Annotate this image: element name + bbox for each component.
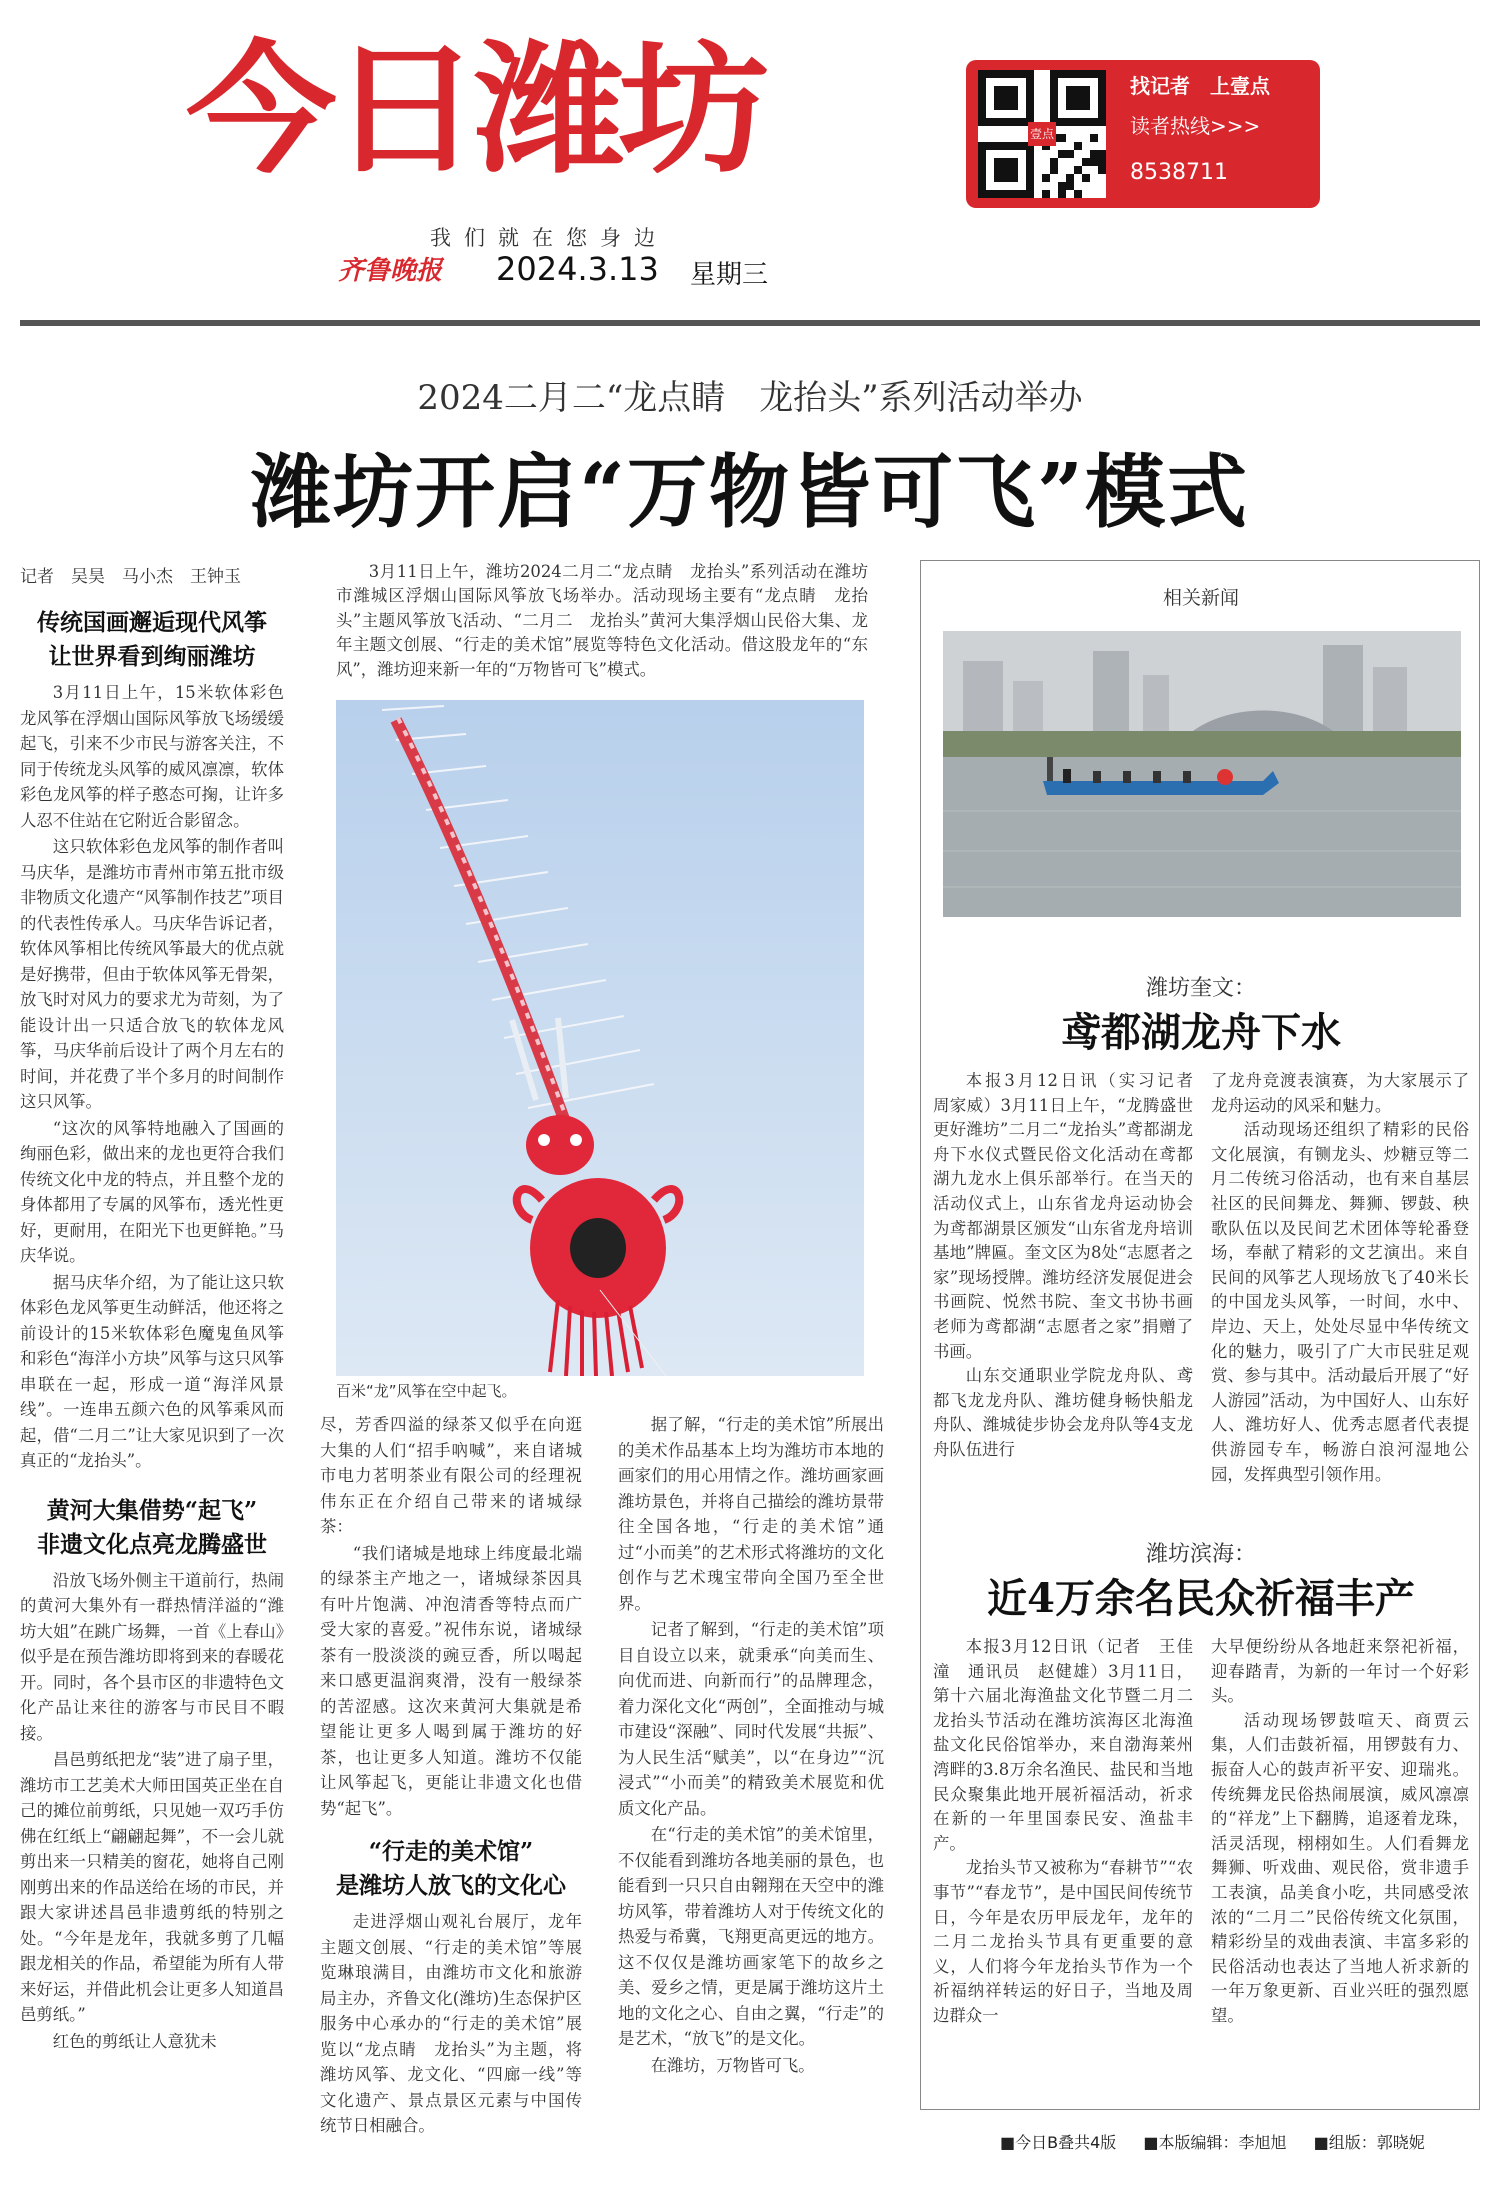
lead-paragraph (336, 560, 868, 682)
paragraph: 沿放飞场外侧主干道前行，热闹的黄河大集外有一群热情洋溢的“潍坊大姐”在跳广场舞，一首《上春山》似乎是在预告潍坊即将到来的春暖花开。同时，各个县市区的非遗特色文化产品让来往的游客与市民目不暇接。 (20, 1570, 284, 1743)
subhead-3-line-2: 是潍坊人放飞的文化心 (336, 1872, 566, 1899)
story2-column-2 (1211, 1635, 1469, 2029)
qr-finder-block (994, 158, 1018, 182)
subhead-1 (20, 606, 284, 674)
hotline-slogan: 找记者 上壹点 (1130, 74, 1270, 98)
story2-headline[interactable]: 近4万余名民众祈福丰产 (987, 1575, 1415, 1622)
qr-module (1090, 158, 1098, 166)
qr-code-icon[interactable] (978, 70, 1106, 198)
subhead-1-line-2: 让世界看到绚丽潍坊 (48, 643, 256, 670)
footer-editor: ■本版编辑：李旭旭 (1143, 2133, 1287, 2152)
footer-pages: ■今日B叠共4版 (1000, 2133, 1117, 2152)
parent-paper-name: 齐鲁晚报 (338, 256, 443, 286)
paragraph: 据马庆华介绍，为了能让这只软体彩色龙风筝更生动鲜活，他还将之前设计的15米软体彩色魔鬼鱼风筝和彩色“海洋小方块”风筝与这只风筝串联在一起，形成一道“海洋风景线”。一连串五颜六色的风筝乘风而起，借“二月二”让大家见识到了一次真正的“龙抬头”。 (20, 1272, 284, 1470)
qr-module (1058, 134, 1066, 142)
story2-column-1 (933, 1635, 1193, 2029)
related-news-panel (920, 560, 1480, 2110)
qr-finder-block (1066, 86, 1090, 110)
story1-kicker: 潍坊奎文： (1145, 976, 1256, 1001)
paragraph: 3月11日上午，15米软体彩色龙风筝在浮烟山国际风筝放飞场缓缓起飞，引来不少市民与游客关注，不同于传统龙头风筝的威风凛凛，软体彩色龙风筝的样子憨态可掬，让许多人忍不住站在它附近合影留念。 (20, 683, 284, 830)
hotline-label: 读者热线>>> (1130, 114, 1261, 138)
footer-layout: ■组版：郭晓妮 (1313, 2133, 1425, 2152)
main-headline[interactable]: 潍坊开启“万物皆可飞”模式 (250, 445, 1250, 539)
issue-weekday: 星期三 (690, 260, 769, 290)
masthead (0, 0, 1500, 325)
paragraph: 尽，芳香四溢的绿茶又似乎在向逛大集的人们“招手吶喊”，来自诸城市电力茗明茶业有限公司的经理祝伟东正在介绍自己带来的诸城绿茶： (320, 1415, 582, 1536)
paragraph: 红色的剪纸让人意犹未 (52, 2031, 217, 2051)
paragraph: 这只软体彩色龙风筝的制作者叫马庆华，是潍坊市青州市第五批市级非物质文化遗产“风筝制作技艺”项目的代表性传承人。马庆华告诉记者，软体风筝相比传统风筝最大的优点就是好携带，但由于软体风筝无骨架，放飞时对风力的要求尤为苛刻，为了能设计出一只适合放飞的软体龙风筝，马庆华前后设计了两个月左右的时间，并花费了半个多月的时间制作这只风筝。 (20, 837, 284, 1111)
paragraph: 记者了解到，“行走的美术馆”项目自设立以来，就秉承“向美而生、向优而进、向新而行”的品牌理念，着力深化文化“两创”，全面推动与城市建设“深融”、同时代发展“共振”、为人民生活“赋美”，以“在身边”“沉浸式”“小而美”的精致美术展览和优质文化产品。 (618, 1620, 884, 1818)
qr-module (1082, 158, 1090, 166)
qr-module (1090, 150, 1098, 158)
paragraph: 本报3月12日讯（记者 王佳潼 通讯员 赵健雄）3月11日，第十六届北海渔盐文化节暨二月二龙抬头节活动在潍坊滨海区北海渔盐文化民俗馆举办，来自渤海莱州湾畔的3.8万余名渔民、盐民和当地民众聚集此地开展祈福活动，祈求在新的一年里国泰民安、渔盐丰产。 (933, 1637, 1193, 1853)
qr-module (1098, 166, 1106, 174)
dragon-boat-photo[interactable] (943, 631, 1461, 917)
hotline-phone[interactable]: 8538711 (1130, 160, 1228, 185)
subhead-2-line-2: 非遗文化点亮龙腾盛世 (37, 1530, 267, 1558)
story1-headline[interactable]: 鸢都湖龙舟下水 (1061, 1009, 1341, 1056)
qr-center-logo: 壹点 (1028, 122, 1056, 146)
subhead-1-line-1: 传统国画邂逅现代风筝 (37, 609, 267, 636)
subhead-3 (320, 1835, 582, 1903)
dragon-boat-illustration (943, 631, 1461, 917)
qr-module (1074, 190, 1082, 198)
qr-module (1074, 166, 1082, 174)
page-footer (1000, 2130, 1447, 2153)
story2-kicker: 潍坊滨海： (1145, 1542, 1256, 1567)
lead-text: 3月11日上午，潍坊2024二月二“龙点睛 龙抬头”系列活动在潍坊市潍城区浮烟山国际风筝放飞场举办。活动现场主要有“龙点睛 龙抬头”主题风筝放飞活动、“二月二 龙抬头”黄河大集浮烟山民俗大集、龙年主题文创展、“行走的美术馆”展览等特色文化活动。借这股龙年的“东风”，潍坊迎来新一年的“万物皆可飞”模式。 (336, 562, 868, 679)
paragraph: 在“行走的美术馆”的美术馆里，不仅能看到潍坊各地美丽的景色，也能看到一只只自由翱翔在天空中的潍坊风筝，带着潍坊人对于传统文化的热爱与希冀，飞翔更高更远的地方。这不仅仅是潍坊画家笔下的故乡之美、爱乡之情，更是属于潍坊这片土地的文化之心、自由之翼，“行走”的是艺术，“放飞”的是文化。 (618, 1825, 884, 2048)
paragraph: 活动现场锣鼓喧天、商贾云集，人们击鼓祈福，用锣鼓有力、振奋人心的鼓声祈平安、迎瑞兆。传统舞龙民俗热闹展演，威风凛凛的“祥龙”上下翻腾，追逐着龙珠，活灵活现，栩栩如生。人们看舞龙舞狮、听戏曲、观民俗，赏非遗手工表演，品美食小吃，共同感受浓浓的“二月二”民俗传统文化氛围，精彩纷呈的戏曲表演、丰富多彩的民俗活动也表达了当地人祈求新的一年万象更新、百业兴旺的强烈愿望。 (1211, 1710, 1469, 2025)
paragraph: 走进浮烟山观礼台展厅，龙年主题文创展、“行走的美术馆”等展览琳琅满目，由潍坊市文化和旅游局主办，齐鲁文化(潍坊)生态保护区服务中心承办的“行走的美术馆”展览以“龙点睛 龙抬头”为主题，将潍坊风筝、龙文化、“四廊一线”等文化遗产、景点景区元素与中国传统节日相融合。 (320, 1912, 582, 2135)
slogan: 我们就在您身边 (430, 226, 668, 250)
middle-column-2 (618, 1412, 884, 2079)
qr-module (1058, 150, 1066, 158)
reader-hotline-box (966, 60, 1320, 208)
qr-module (1050, 158, 1058, 166)
paragraph: 昌邑剪纸把龙“装”进了扇子里，潍坊市工艺美术大师田国英正坐在自己的摊位前剪纸，只见她一双巧手仿佛在红纸上“翩翩起舞”，不一会儿就剪出来一只精美的窗花，她将自己刚刚剪出来的作品送给在场的市民，并跟大家讲述昌邑非遗剪纸的特别之处。“今年是龙年，我就多剪了几幅跟龙相关的作品，希望能为所有人带来好运，并借此机会让更多人知道昌邑剪纸。” (20, 1750, 284, 2024)
paragraph: 了龙舟竞渡表演赛，为大家展示了龙舟运动的风采和魅力。 (1211, 1071, 1469, 1115)
paragraph: 在潍坊，万物皆可飞。 (650, 2055, 815, 2075)
paragraph: 活动现场还组织了精彩的民俗文化展演，有铡龙头、炒糖豆等二月二传统习俗活动，也有来自基层社区的民间舞龙、舞狮、锣鼓、秧歌队伍以及民间艺术团体等轮番登场，奉献了精彩的文艺演出。来自民间的风筝艺人现场放飞了40米长的中国龙头风筝，一时间，水中、岸边、天上，处处尽显中华传统文化的魅力，吸引了广大市民驻足观赏、参与其中。活动最后开展了“好人游园”活动，为中国好人、山东好人、潍坊好人、优秀志愿者代表提供游园专车，畅游白浪河湿地公园，发挥典型引领作用。 (1211, 1120, 1469, 1484)
photo-caption: 百米“龙”风筝在空中起飞。 (336, 1382, 517, 1400)
dragon-kite-illustration (336, 700, 864, 1376)
dragon-kite-photo[interactable] (336, 700, 864, 1376)
paragraph: 龙抬头节又被称为“春耕节”“农事节”“春龙节”，是中国民间传统节日，今年是农历甲辰龙年，龙年的二月二龙抬头节具有更重要的意义，人们将今年龙抬头节作为一个祈福纳祥转运的好日子，当地及周边群众一 (933, 1858, 1193, 2025)
byline: 记者 吴昊 马小杰 王钟玉 (20, 567, 241, 587)
subhead-2-line-1: 黄河大集借势“起飞” (46, 1496, 258, 1524)
paragraph: “这次的风筝特地融入了国画的绚丽色彩，做出来的龙也更符合我们传统文化中龙的特点，并且整个龙的身体都用了专属的风筝布，透光性更好，更耐用，在阳光下也更鲜艳。”马庆华说。 (20, 1118, 284, 1265)
qr-module (1042, 190, 1050, 198)
paragraph: 山东交通职业学院龙舟队、鸢都飞龙龙舟队、潍坊健身畅快船龙舟队、潍城徒步协会龙舟队等4支龙舟队伍进行 (933, 1366, 1193, 1459)
qr-module (1058, 182, 1066, 190)
issue-date: 2024.3.13 (496, 250, 659, 288)
subhead-2 (20, 1494, 284, 1562)
newspaper-logo[interactable]: 今日潍坊 (186, 28, 763, 193)
qr-module (1082, 174, 1090, 182)
left-column (20, 598, 284, 2055)
qr-module (1098, 158, 1106, 166)
related-news-title: 相关新闻 (1162, 587, 1239, 609)
qr-module (1090, 134, 1098, 142)
qr-module (1050, 166, 1058, 174)
qr-finder-block (994, 86, 1018, 110)
qr-module (1066, 150, 1074, 158)
subhead-3-line-1: “行走的美术馆” (368, 1838, 534, 1865)
qr-module (1042, 174, 1050, 182)
paragraph: “我们诸城是地球上纬度最北端的绿茶主产地之一，诸城绿茶因具有叶片饱满、冲泡清香等特点而广受大家的喜爱。”祝伟东说，诸城绿茶有一股淡淡的豌豆香，所以喝起来口感更温润爽滑，没有一般绿茶的苦涩感。这次来黄河大集就是希望能让更多人喝到属于潍坊的好茶，也让更多人知道。潍坊不仅能让风筝起飞，更能让非遗文化也借势“起飞”。 (320, 1543, 582, 1818)
paragraph: 据了解，“行走的美术馆”所展出的美术作品基本上均为潍坊市本地的画家们的用心用情之作。潍坊画家画潍坊景色，并将自己描绘的潍坊景带往全国各地，“行走的美术馆”通过“小而美”的艺术形式将潍坊的文化创作与艺术瑰宝带向全国乃至全世界。 (618, 1415, 884, 1613)
middle-column-1 (320, 1412, 582, 2140)
qr-module (1066, 174, 1074, 182)
paragraph: 大早便纷纷从各地赶来祭祀祈福，迎春踏青，为新的一年讨一个好彩头。 (1211, 1637, 1469, 1706)
story1-column-1 (933, 1069, 1210, 1463)
qr-module (1074, 142, 1082, 150)
story1-column-2 (1211, 1069, 1469, 1487)
qr-module (1098, 150, 1106, 158)
qr-module (1058, 190, 1066, 198)
qr-module (1066, 182, 1074, 190)
headline-kicker: 2024二月二“龙点睛 龙抬头”系列活动举办 (417, 378, 1083, 418)
paragraph: 本报3月12日讯（实习记者 周家威）3月11日上午，“龙腾盛世 更好潍坊”二月二“龙抬头”鸢都湖龙舟下水仪式暨民俗文化活动在鸢都湖九龙水上俱乐部举行。在当天的活动仪式上，山东省龙舟运动协会为鸢都湖景区颁发“山东省龙舟培训基地”牌匾。奎文区为8处“志愿者之家”现场授牌。潍坊经济发展促进会书画院、悦然书院、奎文书协书画老师为鸢都湖“志愿者之家”捐赠了书画。 (933, 1071, 1210, 1361)
masthead-divider (20, 320, 1480, 326)
